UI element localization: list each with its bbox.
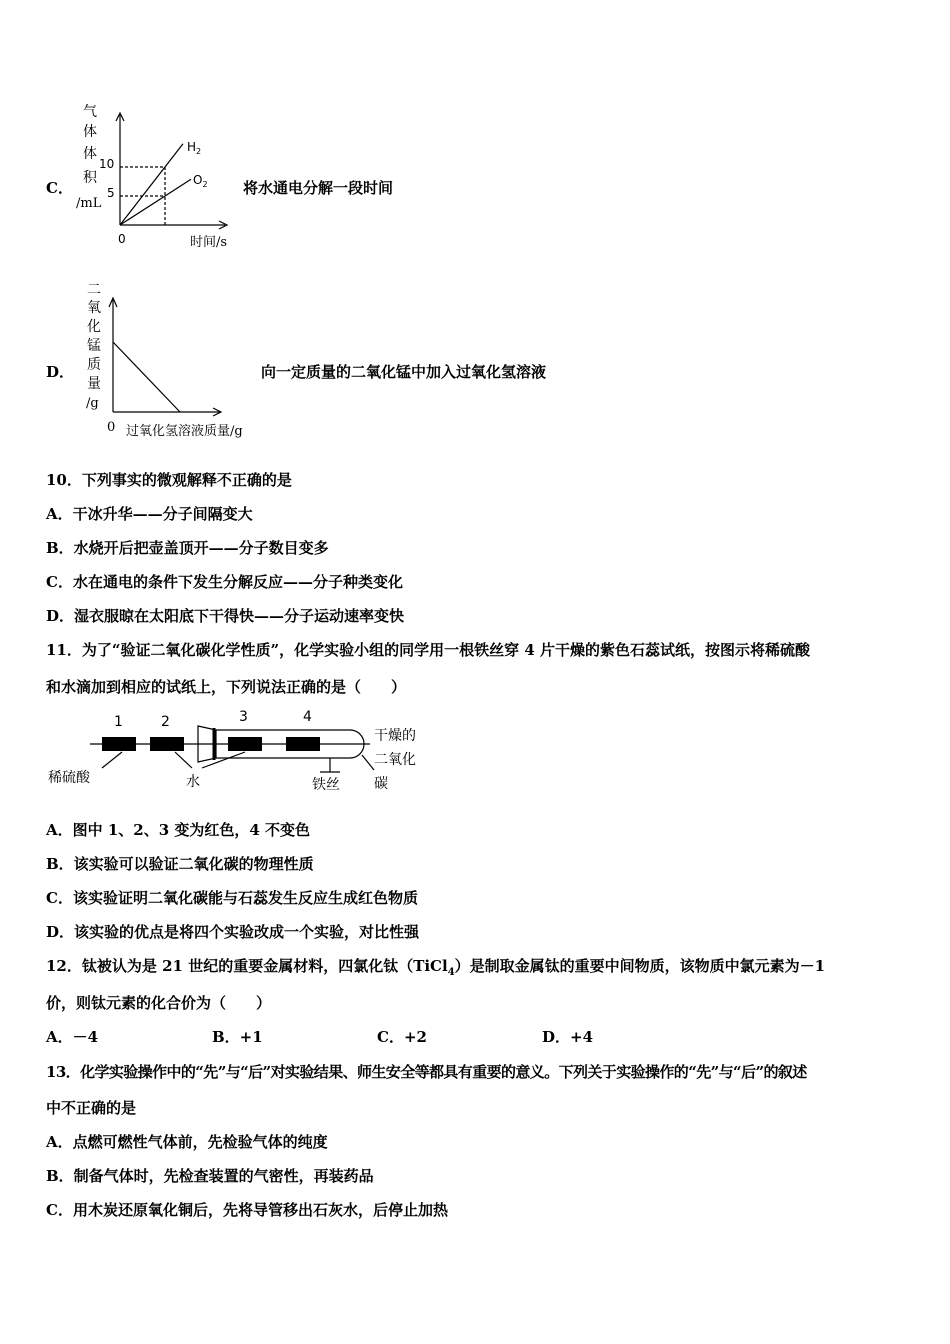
graph-c-o2-line [120, 179, 191, 225]
q13-option-b: B．制备气体时，先检查装置的气密性，再装药品 [46, 1167, 374, 1185]
q12-option-c: C．+2 [377, 1028, 427, 1046]
graph-d-ylabel-char: 二 [87, 282, 101, 298]
label-dilute-sulfuric-acid: 稀硫酸 [48, 770, 90, 786]
graph-c-ylabel-char: 体 [83, 124, 97, 140]
q11-option-d: D．该实验的优点是将四个实验改成一个实验，对比性强 [46, 923, 420, 941]
graph-d-ylabel-char: 氧 [87, 300, 101, 316]
graph-c-ylabel-char: 气 [83, 104, 97, 120]
q11-figure [40, 700, 450, 800]
graph-c-tick-5: 5 [107, 186, 115, 200]
q13-option-c: C．用木炭还原氧化铜后，先将导管移出石灰水，后停止加热 [46, 1201, 448, 1219]
q11-option-c: C．该实验证明二氧化碳能与石蕊发生反应生成红色物质 [46, 889, 418, 907]
q10-option-d: D．湿衣服晾在太阳底下干得快——分子运动速率变快 [46, 607, 405, 625]
pointer-acid [102, 752, 122, 768]
q10-option-a: A．干冰升华——分子间隔变大 [46, 505, 253, 523]
q13-option-a: A．点燃可燃性气体前，先检验气体的纯度 [46, 1133, 328, 1151]
graph-c-tick-10: 10 [99, 157, 115, 171]
q12-stem-line2: 价，则钛元素的化合价为（ ） [46, 994, 272, 1012]
graph-d-mass-line [113, 342, 180, 412]
graph-c-h2-label: $H_2$ [187, 140, 202, 156]
q13-stem-line1: 13．化学实验操作中的“先”与“后”对实验结果、师生安全等都具有重要的意义。下列关于实验操作的“先”与“后”的叙述 [46, 1063, 807, 1081]
label-co2-line3: 碳 [374, 776, 388, 792]
q10-option-b: B．水烧开后把壶盖顶开——分子数目变多 [46, 539, 329, 557]
graph-c-ylabel-char: 积 [83, 170, 97, 186]
graph-d-caption: 向一定质量的二氧化锰中加入过氧化氢溶液 [261, 363, 547, 381]
q13-stem-line2: 中不正确的是 [46, 1099, 137, 1117]
graph-d-ylabel-char: 化 [87, 319, 101, 335]
graph-c-o2-label: $O_2$ [193, 173, 208, 189]
q11-stem-line2: 和水滴加到相应的试纸上，下列说法正确的是（ ） [46, 678, 407, 696]
q12-stem-line1: 12．钛被认为是 21 世纪的重要金属材料，四氯化钛（TiCl$_4$）是制取金属钛的重要中间物质，该物质中氯元素为－1 [46, 957, 826, 978]
q10-option-c: C．水在通电的条件下发生分解反应——分子种类变化 [46, 573, 403, 591]
q10-stem: 10．下列事实的微观解释不正确的是 [46, 471, 292, 489]
label-co2-line1: 干燥的 [374, 728, 416, 744]
graph-d-ylabel-unit: /g [86, 396, 99, 411]
graph-d-xlabel: 过氧化氢溶液质量/g [126, 424, 243, 439]
q11-option-a: A．图中 1、2、3 变为红色，4 不变色 [46, 821, 311, 839]
paper-number-1: 1 [114, 714, 123, 730]
q12-option-d: D．+4 [542, 1028, 594, 1046]
graph-d-chart [100, 290, 230, 420]
graph-c-ylabel-unit: /mL [76, 196, 102, 211]
q12-option-b: B．+1 [212, 1028, 263, 1046]
label-co2-line2: 二氧化 [374, 752, 416, 768]
pointer-water-2 [175, 752, 192, 768]
graph-d-ylabel-char: 锰 [87, 338, 101, 354]
label-water: 水 [186, 774, 200, 790]
graph-d-ylabel-char: 量 [87, 376, 101, 392]
graph-d-ylabel-char: 质 [87, 357, 101, 373]
label-iron-wire: 铁丝 [312, 777, 340, 793]
graph-c-origin: 0 [118, 232, 126, 246]
litmus-paper-4 [286, 737, 320, 751]
q11-stem-line1: 11．为了“验证二氧化碳化学性质”，化学实验小组的同学用一根铁丝穿 4 片干燥的紫色石蕊试纸，按图示将稀硫酸 [46, 641, 811, 659]
graph-c-ylabel-char: 体 [83, 146, 97, 162]
graph-d-origin: 0 [107, 420, 116, 435]
paper-number-2: 2 [161, 714, 170, 730]
pointer-co2 [362, 755, 374, 770]
option-d-label: D． [46, 363, 75, 381]
paper-number-4: 4 [303, 709, 312, 725]
q11-option-b: B．该实验可以验证二氧化碳的物理性质 [46, 855, 314, 873]
graph-c-xlabel: 时间/s [190, 235, 228, 250]
litmus-paper-1 [102, 737, 136, 751]
graph-c-h2-line [120, 144, 183, 225]
litmus-paper-2 [150, 737, 184, 751]
option-c-label: C． [46, 179, 73, 197]
litmus-paper-3 [228, 737, 262, 751]
graph-c-caption: 将水通电分解一段时间 [243, 179, 394, 197]
q12-option-a: A．－4 [46, 1028, 99, 1046]
paper-number-3: 3 [239, 709, 248, 725]
